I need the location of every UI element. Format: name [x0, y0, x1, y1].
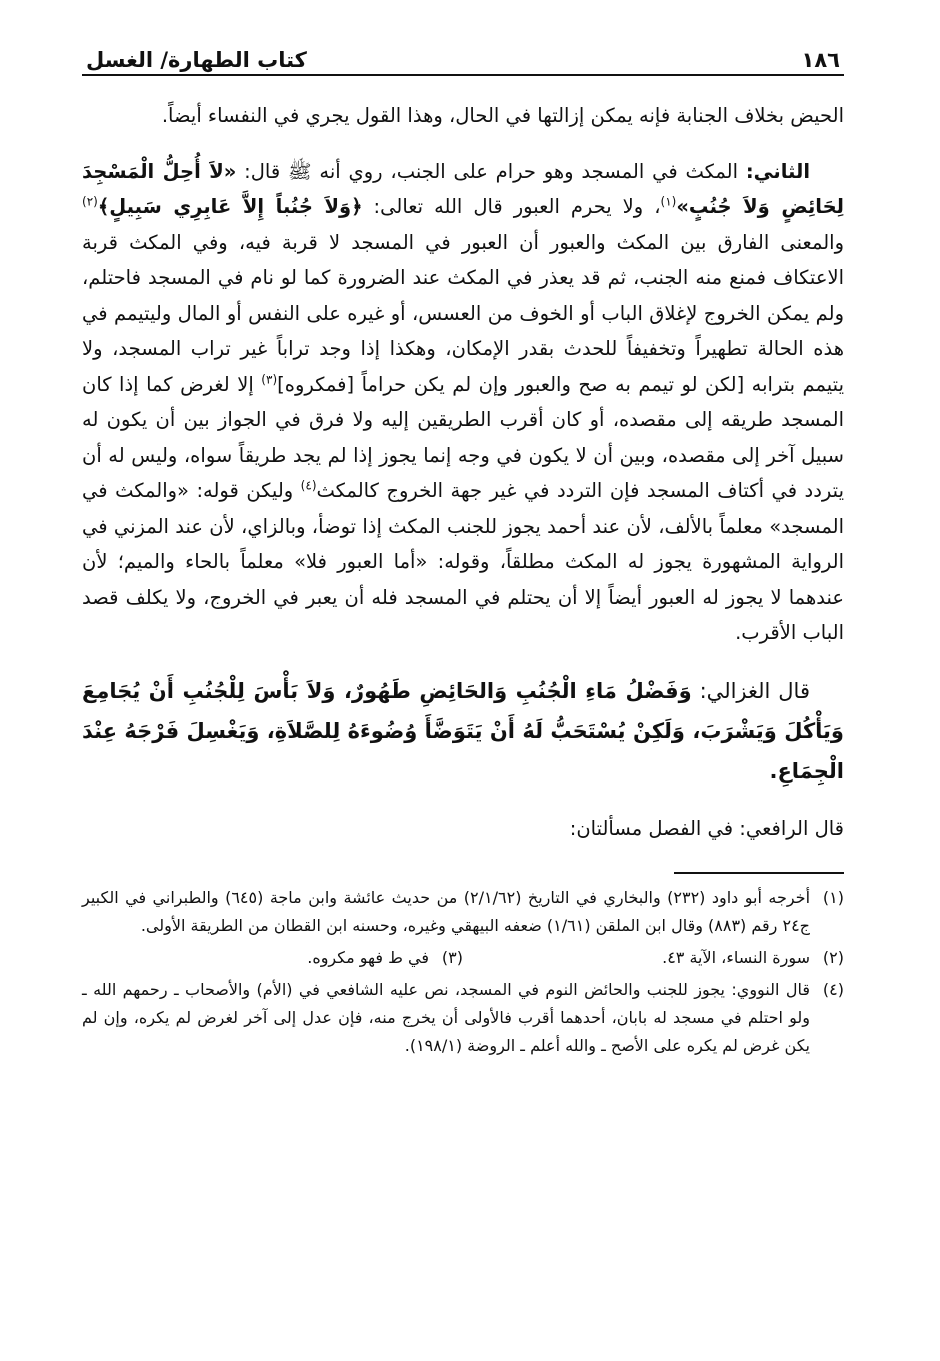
hadith-quote: «لاَ أُحِلُّ الْمَسْجِدَ لِحَائِضٍ وَلاَ جُنُبٍ» [82, 159, 844, 218]
paragraph-3-lead: قال الغزالي: [691, 678, 810, 703]
footnote-4-number: (٤) [822, 980, 844, 999]
main-text [82, 98, 844, 846]
footnotes [82, 884, 844, 1060]
footnote-ref-4[interactable]: (٤) [300, 478, 317, 493]
footnote-2-text: سورة النساء، الآية ٤٣. [662, 948, 810, 967]
paragraph-2 [82, 154, 844, 651]
footnote-row-2-3 [82, 944, 844, 972]
paragraph-3 [82, 671, 844, 791]
footnote-3-number: (٣) [441, 948, 463, 967]
footnote-ref-2[interactable]: (٢) [82, 194, 98, 209]
paragraph-2-text-b: ، ولا يحرم العبور قال الله تعالى: [362, 195, 661, 218]
paragraph-2-text-a: المكث في المسجد وهو حرام على الجنب، روي أنه ﷺ قال: [236, 159, 746, 183]
paragraph-4: قال الرافعي: في الفصل مسألتان: [569, 816, 844, 840]
footnote-4-text: قال النووي: يجوز للجنب والحائض النوم في المسجد، نص عليه الشافعي في (الأم) والأصحاب ـ رحمهم الله ـ ولو احتلم في مسجد له بابان، أحدهما أقرب فالأولى أن يخرج منه، فإن عدل إلى آخر لغرض لم يكره، وإن لم يكن غرض لم يكره على الأصح ـ والله أعلم ـ الروضة (١٩٨/١). [82, 980, 810, 1055]
footnote-3-text: في ط فهو مكروه. [307, 948, 429, 967]
footnote-4 [82, 976, 844, 1060]
chapter-title: كتاب الطهارة/ الغسل [86, 48, 307, 72]
ayah-quote: ﴿وَلاَ جُنُباً إِلاَّ عَابِرِي سَبِيلٍ﴾ [97, 195, 363, 218]
running-head [82, 38, 844, 76]
footnote-2 [463, 944, 844, 972]
footnote-1 [82, 884, 844, 940]
footnote-2-number: (٢) [822, 948, 844, 967]
footnote-3 [82, 944, 463, 972]
ghazali-text: وَفَضْلُ مَاءِ الْجُنُبِ وَالحَائِضِ طَهُورٌ، وَلاَ بَأْسَ لِلْجُنُبِ أَنْ يُجَامِعَ وَيَأْكُلَ وَيَشْرَبَ، وَلَكِنْ يُسْتَحَبُّ لَهُ أَنْ يَتَوَضَّأَ وُضُوءَهُ لِلصَّلاَةِ، وَيَغْسِلَ فَرْجَهُ عِنْدَ الْجِمَاعِ. [82, 678, 844, 783]
page-number: ١٨٦ [801, 48, 840, 72]
footnote-1-number: (١) [822, 888, 844, 907]
paragraph-2-text-d: إلا لغرض كما إذا كان المسجد طريقه إلى مقصده، أو كان أقرب الطريقين إليه ولا فرق في الجواز بين أن يكون له سبيل آخر إلى مقصده، وبين أن لا يكون في وجه إنما يجوز إذا لم يجد طريقاً سواه، وليس له أن يتردد في أكتاف المسجد فإن التردد في غير جهة الخروج كالمكث [82, 372, 844, 502]
footnote-ref-1[interactable]: (١) [660, 194, 677, 209]
paragraph-2-text-c: والمعنى الفارق بين المكث والعبور أن العبور في المسجد لا قربة فيه، وفي المكث قربة الاعتكاف فمنع منه الجنب، ثم قد يعذر في المكث عند الضرورة كما لو نام في المسجد فاحتلم، ولم يمكن الخروج لإغلاق الباب أو الخوف من العسس، أو غيره على النفس أو المال وليتيمم في هذه الحالة تطهيراً وتخفيفاً للحدث بقدر الإمكان، وهكذا إذا وجد تراباً غير تراب المسجد، ولا يتيمم بترابه [لكن لو تيمم به صح والعبور وإن لم يكن حراماً [فمكروه] [82, 230, 844, 396]
footnote-divider [674, 872, 844, 874]
paragraph-2-lead: الثاني: [745, 159, 811, 183]
paragraph-2-text-e: وليكن قوله: «والمكث في المسجد» معلماً بالألف، لأن عند أحمد يجوز للجنب المكث إذا توضأ، وبالزاي، لأن عند المزني في الرواية المشهورة يجوز له المكث مطلقاً، وقوله: «أما العبور فلا» معلماً بالحاء والميم؛ لأن عندهما لا يجوز له العبور أيضاً إلا أن يحتلم في المسجد فله أن يعبر في الخروج، ولا يكلف قصد الباب الأقرب. [82, 479, 844, 644]
footnote-ref-3[interactable]: (٣) [261, 372, 278, 386]
footnote-1-text: أخرجه أبو داود (٢٣٢) والبخاري في التاريخ (٢/١/٦٢) من حديث عائشة وابن ماجة (٦٤٥) والطبراني في الكبير ج٢٤ رقم (٨٨٣) وقال ابن الملقن (١/٦١) ضعفه البيهقي وغيره، وحسنه ابن القطان من الطريقة الأولى. [82, 888, 811, 935]
paragraph-1: الحيض بخلاف الجنابة فإنه يمكن إزالتها في الحال، وهذا القول يجري في النفساء أيضاً. [161, 104, 844, 127]
document-page [82, 38, 844, 1328]
